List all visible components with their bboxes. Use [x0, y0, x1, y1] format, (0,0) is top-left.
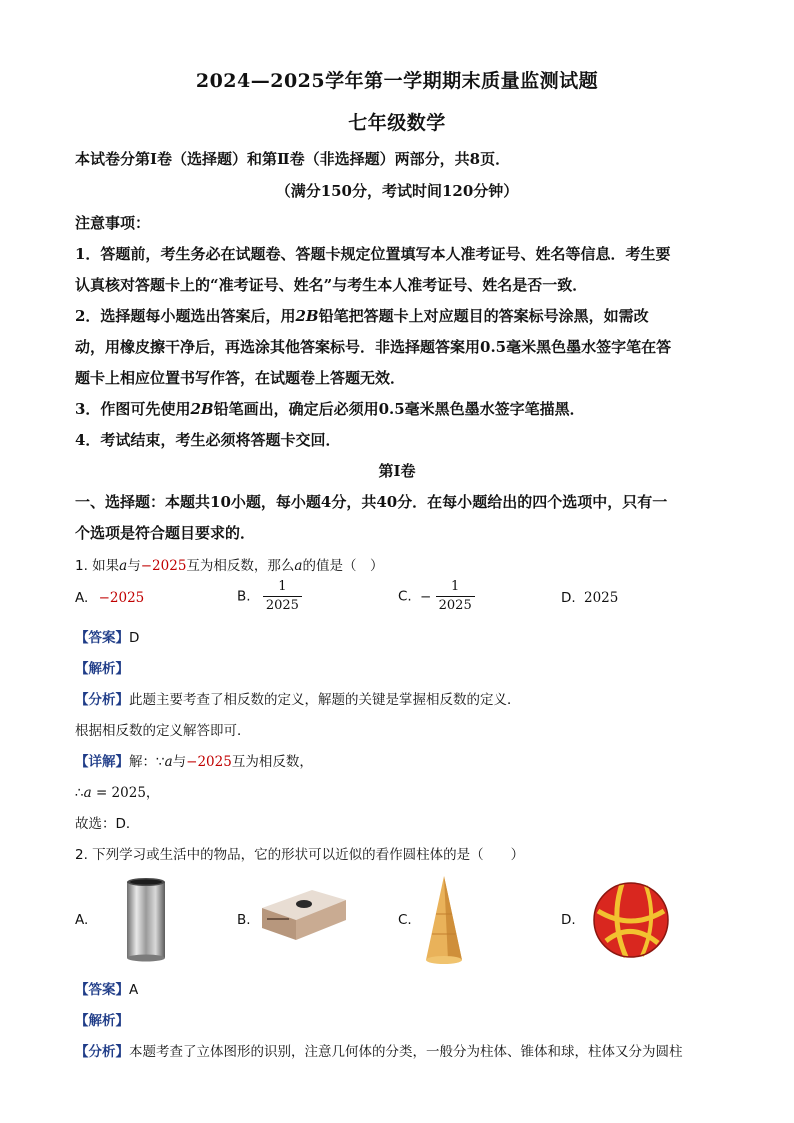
note-2-line-3: 题卡上相应位置书写作答，在试题卷上答题无效． [75, 369, 406, 387]
section-1-line-1: 一、选择题：本题共10小题，每小题4分，共40分．在每小题给出的四个选项中，只有一 [75, 493, 668, 511]
q1-stem [75, 554, 725, 574]
q1-option-c-denominator: 2025 [436, 596, 475, 615]
q2-stem: 2. 下列学习或生活中的物品，它的形状可以近似的看作圆柱体的是（ ） [75, 847, 525, 863]
q1-option-c-sign: − [420, 588, 432, 605]
q1-answer-value: D [129, 630, 140, 646]
q1-option-c-label: C. [398, 588, 412, 605]
q1-option-c-fraction [436, 578, 475, 615]
q1-therefore-var: a [83, 785, 92, 801]
q1-stem-d: 的值是（ ） [302, 558, 384, 574]
note-4: 4．考试结束，考生必须将答题卡交回． [75, 431, 341, 449]
q1-fenxi [75, 688, 725, 708]
q1-option-d-value: 2025 [583, 590, 619, 606]
q2-fenxi-tag: 【分析】 [75, 1044, 129, 1060]
q1-answer [75, 626, 725, 646]
q1-var-a-2: a [294, 558, 303, 574]
q1-option-a [75, 590, 144, 606]
q1-therefore [75, 781, 725, 801]
note-2-text-b: 铅笔把答题卡上对应题目的答案标号涂黑，如需改 [318, 307, 649, 325]
q1-detail-var: a [164, 754, 173, 770]
q2-option-c-ice-cream-cone-image [424, 874, 464, 966]
note-3-text-a: 3．作图可先使用 [75, 400, 191, 418]
q1-option-b-label: B. [237, 588, 251, 605]
note-1-line-2: 认真核对答题卡上的“准考证号、姓名”与考生本人准考证号、姓名是否一致． [75, 276, 588, 294]
q2-option-d-label: D. [561, 912, 576, 928]
q1-option-b-denominator: 2025 [263, 596, 302, 615]
q1-option-d-label: D. [561, 590, 576, 606]
q1-choose: 故选：D． [75, 816, 140, 832]
q2-answer-value: A [129, 982, 139, 998]
note-1-line-1: 1．答题前，考生务必在试题卷、答题卡规定位置填写本人准考证号、姓名等信息．考生要 [75, 245, 671, 263]
q1-option-a-value: −2025 [98, 590, 145, 606]
exam-subtitle: 七年级数学 [348, 112, 446, 134]
note-2-text-a: 2．选择题每小题选出答案后，用 [75, 307, 296, 325]
q2-answer [75, 978, 725, 998]
note-2-line-1 [75, 305, 725, 326]
q1-option-d [561, 590, 618, 606]
note-2-line-2: 动，用橡皮擦干净后，再选涂其他答案标号．非选择题答案用0.5毫米黑色墨水签字笔在答 [75, 338, 672, 356]
q1-fenxi-tag: 【分析】 [75, 692, 129, 708]
q1-option-b [237, 578, 302, 615]
note-3 [75, 398, 725, 419]
q1-detail-c: 互为相反数， [231, 754, 313, 770]
q1-option-b-numerator: 1 [278, 579, 287, 594]
q1-detail-neg: −2025 [186, 754, 232, 770]
q2-option-d-basketball-image [592, 881, 670, 959]
q1-detail-a: 解：∵ [129, 754, 165, 770]
q2-option-c-label: C. [398, 912, 412, 928]
exam-title: 2024—2025学年第一学期期末质量监测试题 [195, 70, 599, 92]
q2-answer-tag: 【答案】 [75, 982, 129, 998]
q1-option-b-fraction [263, 578, 302, 615]
q2-fenxi-text: 本题考查了立体图形的识别，注意几何体的分类，一般分为柱体、锥体和球，柱体又分为圆柱 [129, 1044, 683, 1060]
q1-analysis-tag: 【解析】 [75, 661, 129, 677]
q1-fenxi-text: 此题主要考查了相反数的定义，解题的关键是掌握相反数的定义． [129, 692, 521, 708]
part-1-heading: 第Ⅰ卷 [378, 462, 416, 480]
q1-option-a-label: A. [75, 590, 89, 606]
note-2-pencil: 2B [295, 307, 319, 325]
q1-detail-b: 与 [172, 754, 187, 770]
q1-stem-c: 互为相反数，那么 [186, 558, 295, 574]
section-1-line-2: 个选项是符合题目要求的． [75, 524, 256, 542]
q1-neg-value: −2025 [140, 558, 187, 574]
q2-option-a-trash-can-image [124, 876, 168, 962]
q2-option-b-label: B. [237, 912, 251, 928]
notes-heading: 注意事项： [75, 214, 151, 232]
q2-fenxi [75, 1040, 725, 1060]
q1-var-a: a [119, 558, 128, 574]
note-3-text-b: 铅笔画出，确定后必须用0.5毫米黑色墨水签字笔描黑． [213, 400, 585, 418]
q2-option-b-gift-box-image [258, 884, 350, 944]
score-time: （满分150分，考试时间120分钟） [275, 182, 519, 200]
q1-detail [75, 750, 725, 770]
q2-option-a-label: A. [75, 912, 89, 928]
note-3-pencil: 2B [190, 400, 214, 418]
q1-option-c-numerator: 1 [451, 579, 460, 594]
q1-therefore-symbol: ∴ [75, 785, 84, 801]
exam-composition: 本试卷分第Ⅰ卷（选择题）和第Ⅱ卷（非选择题）两部分，共8页． [75, 150, 511, 168]
q1-stem-b: 与 [127, 558, 141, 574]
q2-analysis-tag: 【解析】 [75, 1013, 129, 1029]
q1-stem-a: 1. 如果 [75, 558, 120, 574]
q1-method: 根据相反数的定义解答即可． [75, 723, 251, 739]
q1-therefore-value: = 2025， [91, 785, 160, 801]
q1-answer-tag: 【答案】 [75, 630, 129, 646]
q1-detail-tag: 【详解】 [75, 754, 129, 770]
q1-option-c [398, 578, 475, 615]
